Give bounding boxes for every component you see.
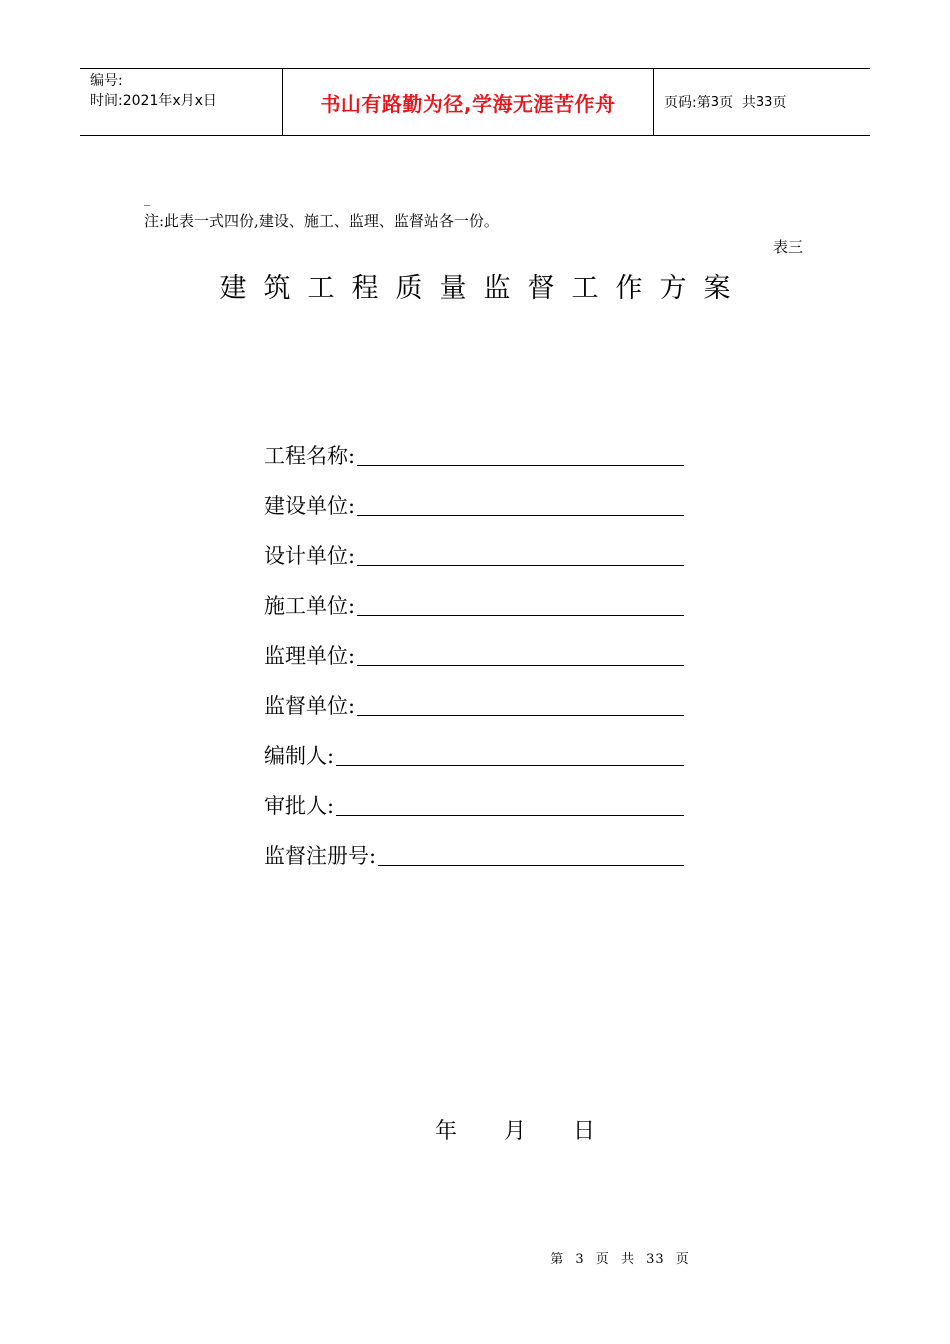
header-page-info bbox=[654, 69, 870, 135]
date-month: 月 bbox=[503, 1119, 526, 1144]
field-inspection-unit bbox=[264, 670, 684, 720]
fill-line[interactable] bbox=[357, 491, 684, 516]
number-label: 编号: bbox=[90, 73, 123, 89]
field-registration-number bbox=[264, 820, 684, 870]
page-footer bbox=[0, 1248, 950, 1267]
footer-total-prefix: 共 bbox=[620, 1252, 635, 1267]
page-total: 33 bbox=[755, 94, 773, 110]
time-label: 时间:2021年x月x日 bbox=[90, 93, 217, 109]
fill-line[interactable] bbox=[357, 641, 684, 666]
header-meta bbox=[80, 69, 282, 135]
note-text: 注:此表一式四份,建设、施工、监理、监督站各一份。 bbox=[144, 212, 499, 230]
date-day: 日 bbox=[573, 1119, 596, 1144]
field-label: 审批人: bbox=[264, 794, 335, 818]
field-construction-unit bbox=[264, 470, 684, 520]
footer-current: 3 bbox=[575, 1252, 585, 1267]
field-label: 监理单位: bbox=[264, 644, 356, 668]
header-motto: 书山有路勤为径,学海无涯苦作舟 bbox=[282, 69, 654, 135]
fill-line[interactable] bbox=[357, 591, 684, 616]
field-approver bbox=[264, 770, 684, 820]
page-label: 页码:第 bbox=[664, 95, 711, 111]
footer-mid: 页 bbox=[595, 1252, 610, 1267]
field-project-name bbox=[264, 420, 684, 470]
form-fields bbox=[264, 420, 684, 870]
fill-line[interactable] bbox=[357, 541, 684, 566]
date-year: 年 bbox=[434, 1119, 457, 1144]
page-mid: 页 共 bbox=[719, 95, 756, 111]
field-label: 设计单位: bbox=[264, 544, 356, 568]
page-header bbox=[80, 68, 870, 136]
dash-mark: _ bbox=[144, 192, 150, 206]
field-compiler bbox=[264, 720, 684, 770]
footer-prefix: 第 bbox=[550, 1252, 565, 1267]
page-title: 建筑工程质量监督工作方案 bbox=[219, 273, 748, 304]
fill-line[interactable] bbox=[336, 791, 684, 816]
field-label: 监督单位: bbox=[264, 694, 356, 718]
footer-total: 33 bbox=[646, 1252, 665, 1267]
field-label: 工程名称: bbox=[264, 444, 356, 468]
field-label: 监督注册号: bbox=[264, 844, 377, 868]
field-builder-unit bbox=[264, 570, 684, 620]
field-label: 建设单位: bbox=[264, 494, 356, 518]
fill-line[interactable] bbox=[357, 441, 684, 466]
footer-suffix: 页 bbox=[675, 1252, 690, 1267]
field-label: 施工单位: bbox=[264, 594, 356, 618]
field-design-unit bbox=[264, 520, 684, 570]
field-label: 编制人: bbox=[264, 744, 335, 768]
table-number: 表三 bbox=[773, 238, 804, 256]
fill-line[interactable] bbox=[357, 691, 684, 716]
page-current: 3 bbox=[710, 94, 719, 110]
date-line bbox=[0, 1114, 950, 1145]
fill-line[interactable] bbox=[336, 741, 684, 766]
page-end: 页 bbox=[772, 95, 787, 111]
fill-line[interactable] bbox=[378, 841, 684, 866]
field-supervision-unit bbox=[264, 620, 684, 670]
